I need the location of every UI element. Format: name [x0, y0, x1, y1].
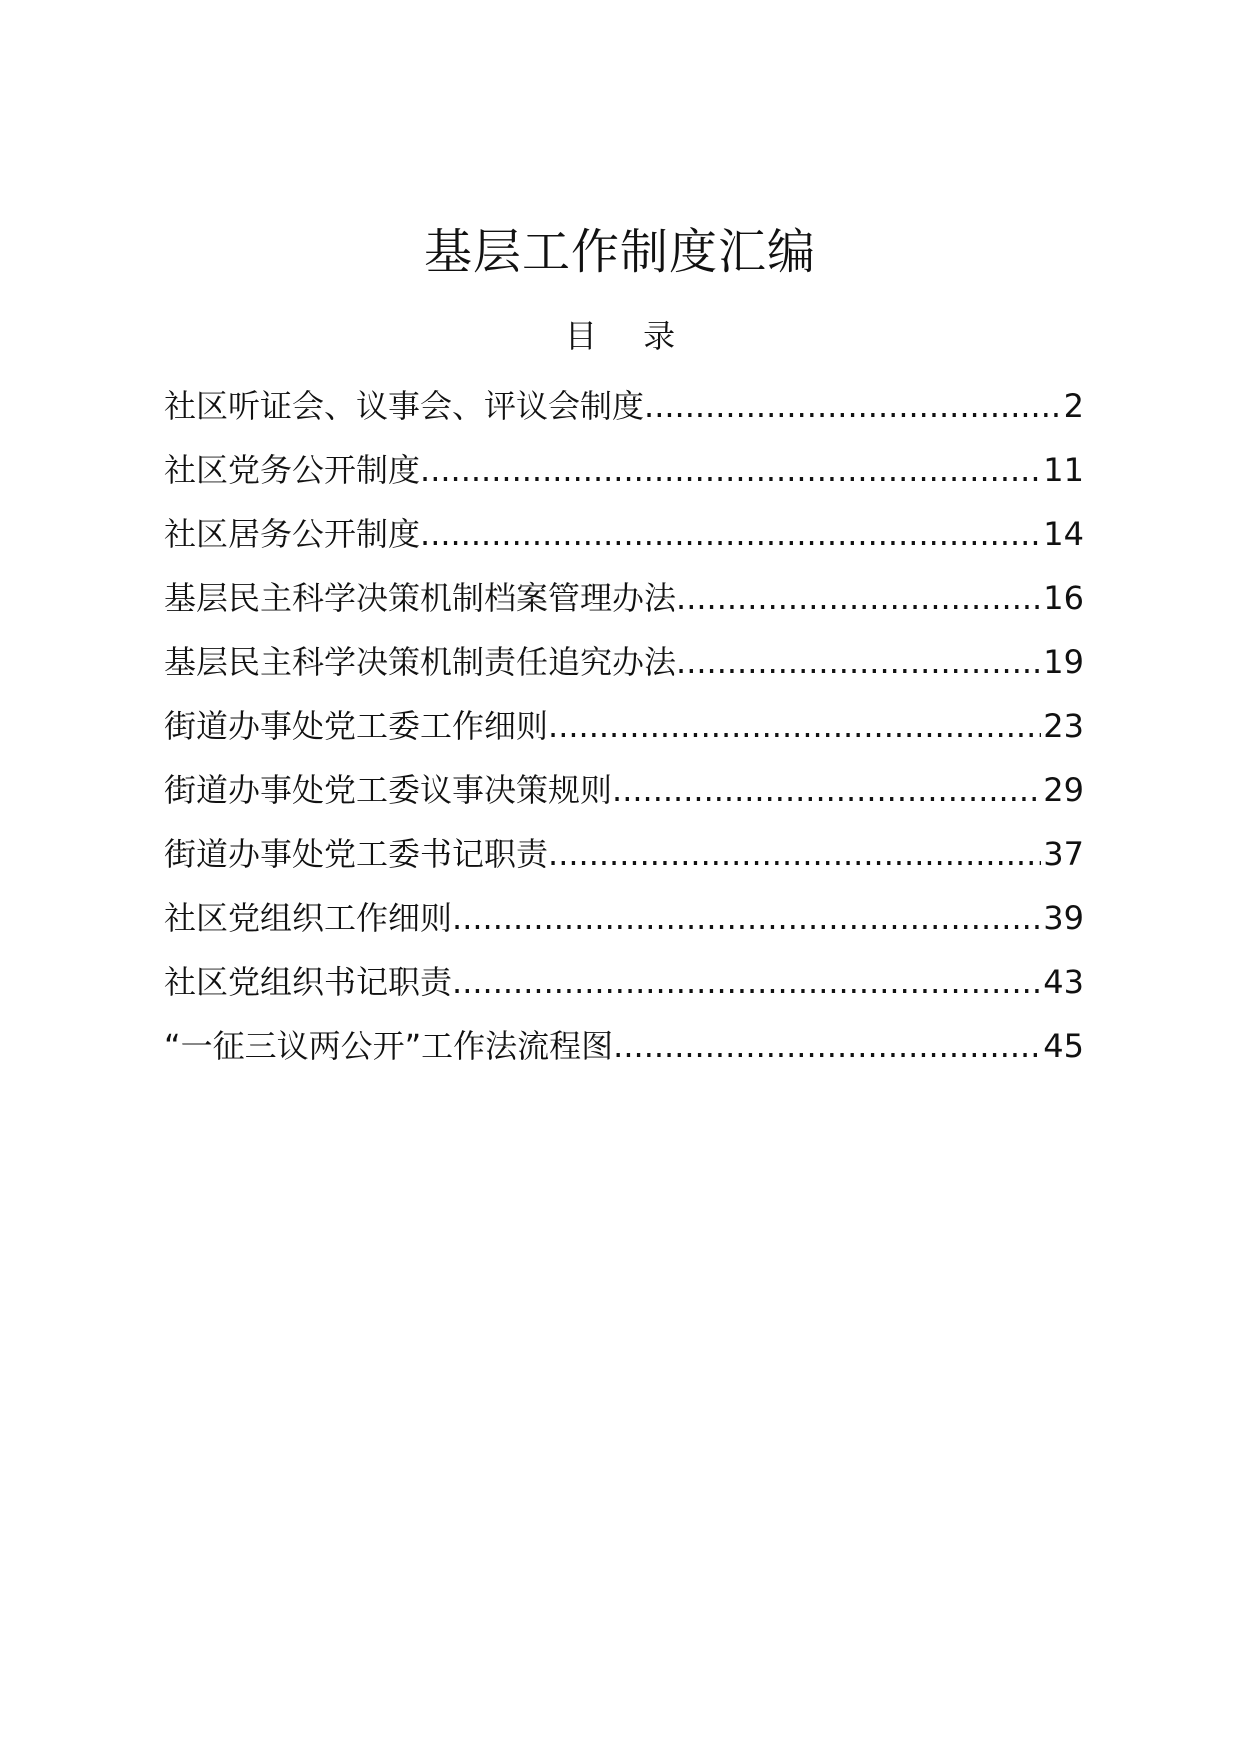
toc-entry[interactable] — [164, 502, 1084, 566]
toc-entry-title: “一征三议两公开”工作法流程图 — [164, 1027, 614, 1065]
toc-leader-dots — [676, 630, 1041, 694]
toc-entry-page: 19 — [1043, 643, 1084, 681]
toc-entry[interactable] — [164, 950, 1084, 1014]
toc-entry-title: 社区党务公开制度 — [164, 451, 421, 489]
toc-leader-dots — [452, 886, 1041, 950]
toc-entry-title: 街道办事处党工委工作细则 — [164, 707, 549, 745]
toc-entry-page: 43 — [1043, 963, 1084, 1001]
toc-leader-dots — [452, 950, 1041, 1014]
table-of-contents — [164, 374, 1084, 1078]
toc-leader-dots — [612, 758, 1041, 822]
toc-entry-page: 14 — [1043, 515, 1084, 553]
toc-entry[interactable] — [164, 886, 1084, 950]
toc-entry-title: 社区党组织书记职责 — [164, 963, 453, 1001]
document-title: 基层工作制度汇编 — [423, 224, 816, 280]
toc-entry[interactable] — [164, 822, 1084, 886]
toc-entry-page: 37 — [1043, 835, 1084, 873]
toc-entry-title: 基层民主科学决策机制档案管理办法 — [164, 579, 677, 617]
toc-entry-page: 23 — [1043, 707, 1084, 745]
toc-entry[interactable] — [164, 630, 1084, 694]
toc-entry-title: 街道办事处党工委议事决策规则 — [164, 771, 613, 809]
toc-leader-dots — [420, 438, 1041, 502]
toc-entry-page: 16 — [1043, 579, 1084, 617]
toc-entry-title: 社区听证会、议事会、评议会制度 — [164, 387, 645, 425]
toc-entry-page: 29 — [1043, 771, 1084, 809]
toc-entry[interactable] — [164, 566, 1084, 630]
toc-leader-dots — [420, 502, 1041, 566]
toc-entry-page: 45 — [1043, 1027, 1084, 1065]
toc-entry-title: 社区党组织工作细则 — [164, 899, 453, 937]
toc-leader-dots — [548, 694, 1041, 758]
toc-entry-title: 社区居务公开制度 — [164, 515, 421, 553]
toc-heading: 目 录 — [564, 317, 694, 355]
toc-entry[interactable] — [164, 694, 1084, 758]
toc-leader-dots — [548, 822, 1041, 886]
toc-entry[interactable] — [164, 374, 1084, 438]
toc-entry[interactable] — [164, 1014, 1084, 1078]
toc-entry[interactable] — [164, 758, 1084, 822]
toc-entry[interactable] — [164, 438, 1084, 502]
toc-leader-dots — [644, 374, 1062, 438]
toc-entry-page: 11 — [1043, 451, 1084, 489]
toc-entry-page: 2 — [1063, 387, 1084, 425]
toc-leader-dots — [676, 566, 1041, 630]
toc-leader-dots — [613, 1014, 1041, 1078]
toc-entry-title: 街道办事处党工委书记职责 — [164, 835, 549, 873]
toc-entry-title: 基层民主科学决策机制责任追究办法 — [164, 643, 677, 681]
toc-entry-page: 39 — [1043, 899, 1084, 937]
